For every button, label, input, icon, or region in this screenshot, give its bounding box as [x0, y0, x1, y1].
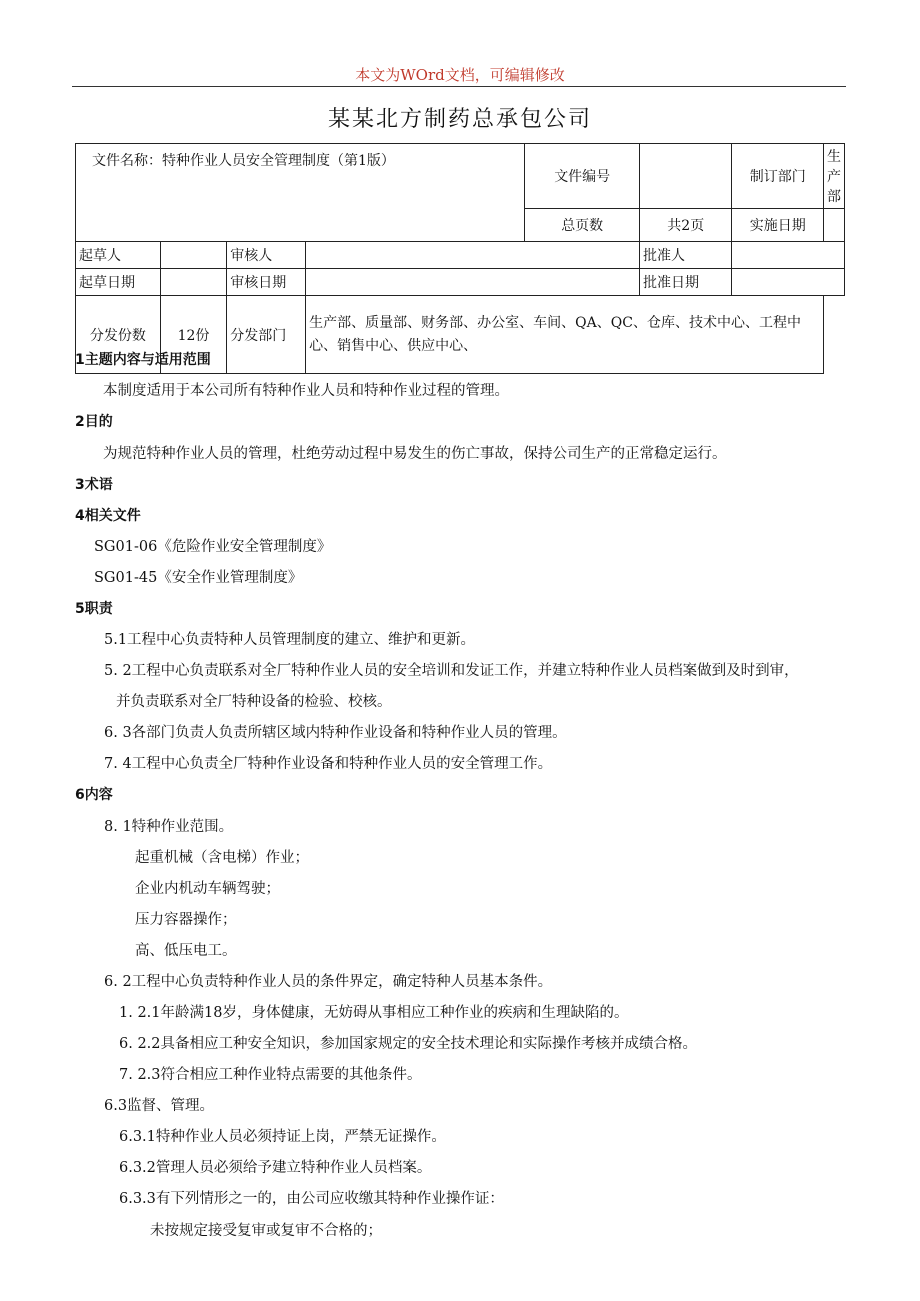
header-rule	[72, 86, 846, 87]
header-note: 本文为WOrd文档，可编辑修改	[355, 66, 565, 84]
dist-dept-label: 分发部门	[227, 296, 306, 374]
section-3-title: 3术语	[75, 477, 113, 493]
pages-label: 总页数	[525, 209, 640, 242]
section-2-text: 为规范特种作业人员的管理，杜绝劳动过程中易发生的伤亡事故，保持公司生产的正常稳定运行。	[103, 446, 727, 462]
content-item: 6.3监督、管理。	[104, 1098, 215, 1114]
section-5-title: 5职责	[75, 601, 113, 617]
impl-date-label: 实施日期	[732, 209, 824, 242]
review-date-value	[306, 269, 640, 296]
copies-label: 分发份数	[76, 296, 161, 374]
reviewer-value	[306, 242, 640, 269]
content-item: 6. 2工程中心负责特种作业人员的条件界定，确定特种人员基本条件。	[104, 974, 553, 990]
duty-item: 7. 4工程中心负责全厂特种作业设备和特种作业人员的安全管理工作。	[104, 756, 553, 772]
scope-item: 压力容器操作；	[135, 912, 237, 928]
draft-date-value	[160, 269, 227, 296]
dist-dept-line: 生产部、质量部、财务部、办公室、车间、QA、QC、仓库、技术中心、工程中	[309, 314, 801, 331]
section-6-title: 6内容	[75, 787, 113, 803]
duty-item: 5.1工程中心负责特种人员管理制度的建立、维护和更新。	[104, 632, 476, 648]
approver-value	[732, 242, 845, 269]
pages-value: 共2页	[640, 209, 732, 242]
duty-item-cont: 并负责联系对全厂特种设备的检验、校核。	[116, 694, 392, 710]
approve-date-value	[732, 269, 845, 296]
scope-item: 起重机械（含电梯）作业；	[135, 850, 309, 866]
draft-date-label: 起草日期	[76, 269, 161, 296]
condition-item: 7. 2.3符合相应工种作业特点需要的其他条件。	[119, 1067, 422, 1083]
dist-dept-line: 心、销售中心、供应中心、	[309, 337, 478, 354]
supervision-item: 6.3.2管理人员必须给予建立特种作业人员档案。	[119, 1160, 432, 1176]
condition-item: 1. 2.1年龄满18岁，身体健康，无妨碍从事相应工种作业的疾病和生理缺陷的。	[119, 1005, 629, 1021]
duty-item: 6. 3各部门负责人负责所辖区域内特种作业设备和特种作业人员的管理。	[104, 725, 567, 741]
content-item: 8. 1特种作业范围。	[104, 819, 234, 835]
dept-label: 制订部门	[732, 144, 824, 209]
condition-item: 6. 2.2具备相应工种安全知识，参加国家规定的安全技术理论和实际操作考核并成绩合格。	[119, 1036, 697, 1052]
dist-dept-value	[306, 296, 824, 374]
document-info-table	[75, 143, 845, 374]
section-1-text: 本制度适用于本公司所有特种作业人员和特种作业过程的管理。	[103, 383, 509, 399]
scope-item: 高、低压电工。	[135, 943, 237, 959]
drafter-value	[160, 242, 227, 269]
section-2-title: 2目的	[75, 414, 113, 430]
duty-item: 5. 2工程中心负责联系对全厂特种作业人员的安全培训和发证工作，并建立特种作业人员档案做到及时到审，	[104, 663, 799, 679]
dept-value: 生产部	[824, 144, 845, 209]
review-date-label: 审核日期	[227, 269, 306, 296]
approver-label: 批准人	[640, 242, 732, 269]
revocation-case: 未按规定接受复审或复审不合格的；	[150, 1223, 382, 1239]
drafter-label: 起草人	[76, 242, 161, 269]
section-1-title: 1主题内容与适用范围	[75, 352, 211, 368]
file-no-value	[640, 144, 732, 209]
section-4-title: 4相关文件	[75, 508, 141, 524]
company-title: 某某北方制药总承包公司	[327, 107, 592, 132]
supervision-item: 6.3.3有下列情形之一的，由公司应收缴其特种作业操作证：	[119, 1191, 504, 1207]
scope-item: 企业内机动车辆驾驶；	[135, 881, 280, 897]
file-no-label: 文件编号	[525, 144, 640, 209]
copies-value: 12份	[160, 296, 227, 374]
file-name-cell: 文件名称：特种作业人员安全管理制度（第1版）	[76, 144, 525, 242]
related-doc: SG01-45《安全作业管理制度》	[94, 570, 303, 586]
impl-date-value	[824, 209, 845, 242]
related-doc: SG01-06《危险作业安全管理制度》	[94, 539, 332, 555]
reviewer-label: 审核人	[227, 242, 306, 269]
supervision-item: 6.3.1特种作业人员必须持证上岗，严禁无证操作。	[119, 1129, 446, 1145]
approve-date-label: 批准日期	[640, 269, 732, 296]
